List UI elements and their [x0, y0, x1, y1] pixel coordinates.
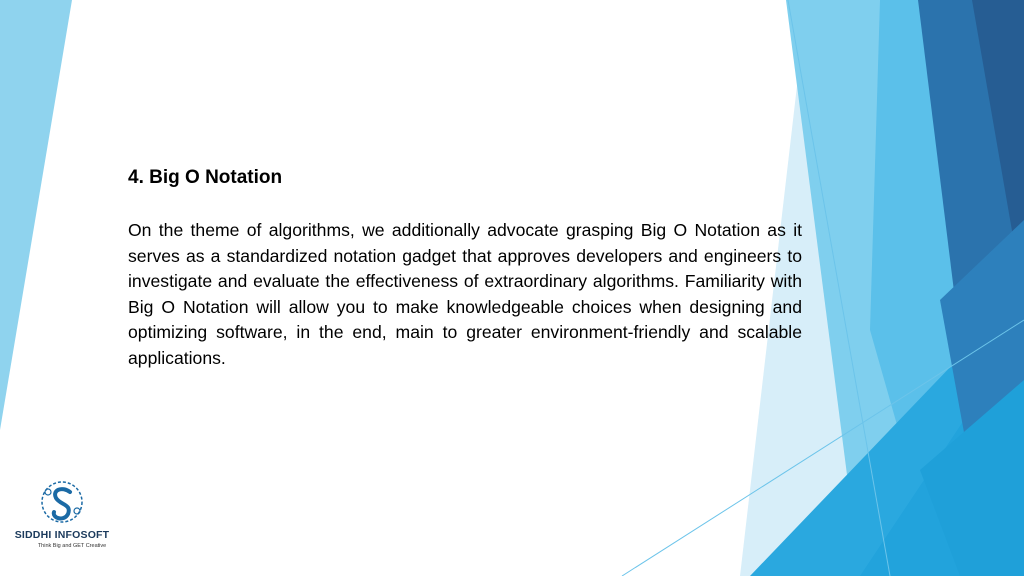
content-block — [128, 164, 802, 371]
logo-tagline: Think Big and GET Creative — [37, 543, 107, 549]
logo-name: SIDDHI INFOSOFT — [14, 529, 110, 541]
left-accent-shape — [0, 0, 72, 430]
slide-paragraph: On the theme of algorithms, we additionally advocate grasping Big O Notation as it serves as a standardized notation gadget that approves developers and engineers to investigate and evaluate the effectiveness of extraordinary algorithms. Familiarity with Big O Notation will allow you to make knowledgeable choices when designing and optimizing software, in the end, main to greater environment-friendly and scalable applications. — [128, 220, 802, 368]
slide-heading: 4. Big O Notation — [128, 167, 283, 188]
logo-emblem-icon — [36, 478, 88, 528]
company-logo — [14, 478, 110, 554]
